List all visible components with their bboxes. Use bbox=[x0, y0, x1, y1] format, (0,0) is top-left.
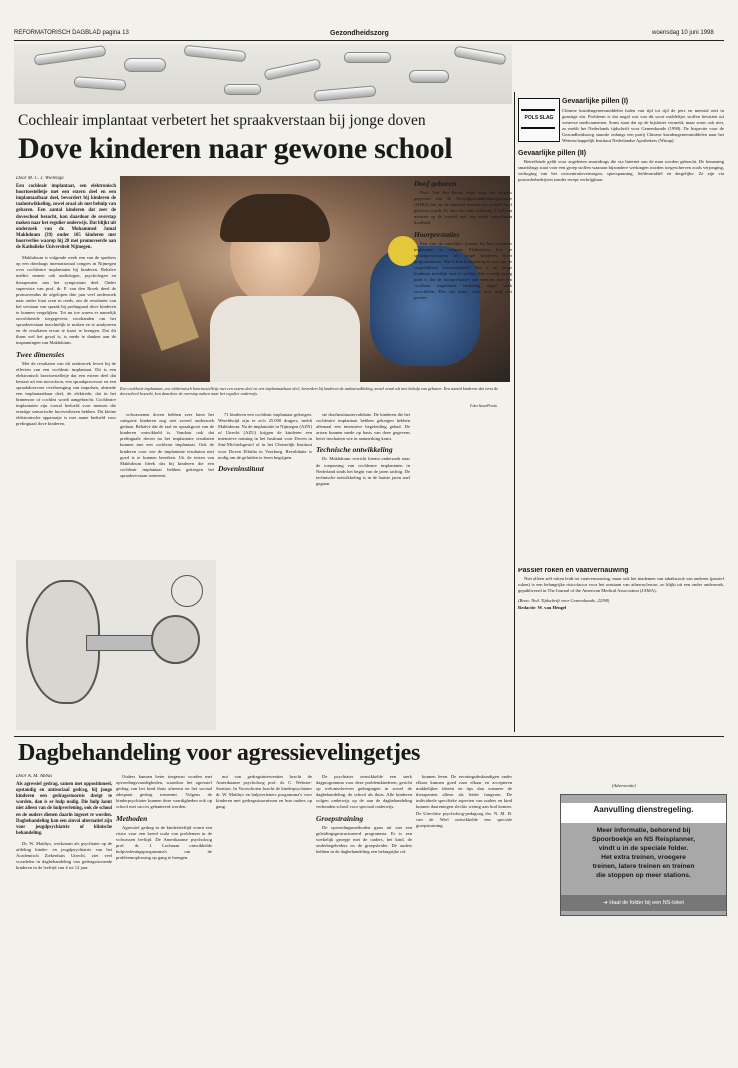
sidebar-text: Niet alleen zelf roken leidt tot vaatvernauwing, maar ook het inademen van tabaksrook van anderen (passief roken) is een belangrijke risicofactor voor het ontstaan van atherosclerose, zo blijkt uit een onder onderzoek, gepubliceerd in The Journal of the American Medical Association (JAMA). bbox=[518, 576, 724, 594]
body-text: Ouders kunnen beter toegerust worden met opvoedingsvaardigheden, waardoor het agressief gedrag van het kind thuis afneemt en het sociaal adequaat gedrag toeneemt. Volgens de kinderpsychiater kunnen deze vaardigheden ook op school met succes gehanteerd worden. bbox=[116, 774, 212, 810]
article-kicker: Cochleair implantaat verbetert het spraakverstaan bij jonge doven bbox=[18, 112, 426, 129]
polsslag-logo: POLS SLAG bbox=[518, 98, 560, 142]
body-text: volwassenen doven hebben zeer laten het categorie kinderen nog niet zoveel onderzoek gedaan. Behalve dat de taal en spraakgroei van de kinderen ontwikkeld is. Vandaar ook dat prelinguale doven na het implantatie tesultaten kunnen met een cochleair implantaat. Ook de kinderen voor wie de implantatie tesultaten niet goed is te kunnen bereiken. Uit de testen van Makhdoum bleek dat bij kinderen die een cochleair implantaat hebben gekregen het spraakverstaan toeneemt. bbox=[120, 412, 214, 478]
page-header-left: REFORMATORISCH DAGBLAD pagina 13 bbox=[14, 30, 129, 36]
body-text: nut van gedragsinterventies bracht de Amerikaanse psycholoog prof. dr. C. Webster-Stratton. In Voorschoten bracht de kinderpsychiater dr. W. Matthys en hulpverleners programma's voor kinderen met gedragsstoornissen en hun ouders op gang. bbox=[216, 774, 312, 810]
ad-label: (Advertentie) bbox=[612, 783, 636, 788]
arrow-icon: ➜ bbox=[603, 900, 610, 906]
body-text: Makhdoum is volgende week een van de sprekers op een driedaags internationaal congres in Nijmegen over cochleaire implantaten bij kinderen. Behalve médici nemen ook audiologen, psychologen en therapeuten aan het symposium deel. Onder supervisie van prof. dr. P. van den Broek deed de promovendus de afgelopen drie jaar veel onderzoek naar onder fraai oren in reeds, om de resultaten van het verstaan van spraak bij prelinguaal dove kinderen te kunnen vergelijken. Tot nu toe waren er namelijk onvoldoende toegegevens voorhanden om het spraakverstaan inzichtelijk te maken en te analyseren en de resultaten ervan te kaart te brengen. Dat dit thans wel het geval is, is mede te danken aan de inspanningen van Makhdoum. bbox=[16, 255, 116, 346]
subheading: Hoorprestaties bbox=[414, 229, 460, 239]
subheading: Doveninstituut bbox=[218, 463, 264, 473]
ear-diagram bbox=[16, 560, 216, 730]
subheading: Groepstraining bbox=[316, 813, 364, 823]
body-text: 71 kinderen een cochleair implantaat gekregen. Wereldwijd zijn er zo'n 25.000 dragers, meldt Makhdoum. Na de implantatie in Nijmegen (AZN) of Utrecht (AZU) krijgen de kinderen een intensieve training in het Instituut voor Doven in Sint-Michielsgestel of in het Christelijk Instituut voor Doven Effatha in Voorburg. Revalidatie is nodig om de geluiden te leren begrijpen. bbox=[218, 412, 312, 460]
article-headline: Dove kinderen naar gewone school bbox=[18, 132, 453, 165]
article-lead: Een cochleair implantaat, een elektronisch hoortoestelletje met een extern deel en een implantaatbaar deel, bevordert bij kinderen de taalontwikkeling, zowel oraal als met behulp van gebaren. Een aantal kinderen dat zeer de doveschool bezocht, kon daardoor de overstap maken naar het regulier onderwijs. Dat blijkt uit onderzoek van dr. Mohammed Jamal Makhdoum (39) onder 105 kinderen met hoorverlies waarop hij 28 mei promoveerde aan de Katholieke Universiteit Nijmegen. bbox=[16, 184, 116, 251]
body-text: De opvoedingsmethoden gaan uit van een geleidingsgestructureerd programma. Er is een werkelijk groepje met de ouders, het kind, de onderbegeleiders en de groepsleider. De ouders hebben in de dagbehandeling een belangrijke rol. bbox=[316, 824, 412, 854]
sidebar-title: Passief roken en vaatvernauwing bbox=[518, 568, 629, 574]
body-text: De psychiater ontwikkelde een sterk dagprogramma voor deze problemkinderen, gericht op welomschreven gedragingen in zowel de dagbehandeling, de school als thuis. Alle kinderen volgen onderwijs op de aan de dagbehandeling verbonden school voor speciaal onderwijs. bbox=[316, 774, 412, 810]
body-text: Dr. W. Matthys, werkzaam als psychiater op de afdeling kinder- en jeugdpsychiatrie van het Academisch Ziekenhuis Utrecht, ziet veel voordelen in dagbehandeling van gedragsstoornde kinderen in de leeftijd van 4 tot 12 jaar. bbox=[16, 840, 112, 871]
sidebar-title: Gevaarlijke pillen (I) bbox=[562, 98, 629, 105]
ad-body: Meer informatie, behorend bij Spoorboekje en NS Reisplanner, vindt u in de speciale folder. Het extra treinen, vroegere treinen, latere treinen en treinen die stoppen op meer stations. bbox=[592, 827, 695, 879]
sidebar-text: Betreffende geldt voor zogeheten smartdrugs die via Internet aan de man worden gebracht. De benaming smartdrugs staat voor een groep stoffen waaraan bijzondere werkingen worden toegeschreven zoals verjonging, verhoging van het concentratievermogen, spierspanning, liefdesmiddel en dergelijke. Ze zijn via postorderbedrijven zonder recept verkrijgbaar. bbox=[518, 158, 724, 182]
subheading: Technische ontwikkeling bbox=[316, 445, 393, 455]
pills-illustration bbox=[14, 44, 512, 104]
photo-credit: Foto NoorPhoto bbox=[470, 404, 497, 408]
body-text: Een van de moeilijke punten bij het cochleair implantaat is volgens Makhdoum hoe je spraakprocessoren bij jonge kinderen moet programmeren. Wat is hun hoorgedrag en wat zijn de vergelijkbare hoorresultaten? Dat is bij jonge kinderen moeilijk vast te stellen. Een tweede lastig punt is dat de hoorprestaties van mensen met een cochleair implantaat onderling nogal sterk verschillen. Hoe dat komt, weet men nog niet precies. bbox=[414, 240, 512, 301]
body-text: ste doofinstituutrevalidatie. De kinderen die het cochleaire implantaat hebben gekregen hebben allemaal een intensieve begeleiding gehad. De artsen kunnen mede op basis van deze gegevens beter inschatten wie in aanmerking komt. bbox=[316, 412, 410, 442]
photo-caption: Een cochleair implantaat, een elektronisch hoortoestelletje met een extern deel en een implantaatbaar deel, bevordert bij kinderen de taalontwikkeling, zowel oraal als met behulp van gebaren. Een aantal kinderen dat eerst de doveschool bezocht, kon daardoor de overstap maken naar het regulier onderwijs. bbox=[120, 386, 498, 397]
article2-headline: Dagbehandeling voor agressievelingetjes bbox=[18, 740, 421, 766]
subheading: Twee dimensies bbox=[16, 349, 65, 359]
body-text: kunnen leren. De ervaringsdeskundigen onder elkaar kunnen goed naar elkaar en accepteren makkelijker ideeën en tips dan wanneer de therapeuten alleen als leider fungeren. De individuele specifieke aspecten van ouders en kind kunnen daarentegen slechts weinig aan bod komen. De Utrechtse psycholoog-pedagoog drs. N. M. H. van de Wiel ontwikkelde een speciale groepstraining. bbox=[416, 774, 512, 828]
byline: Door A. M. Abbas bbox=[16, 774, 53, 779]
sidebar-title: Gevaarlijke pillen (II) bbox=[518, 149, 587, 157]
sidebar-text: Chinese kruidengeneesmiddelen halen van tijd tot tijd de pers en meestal niet in gunstige zin. Probleem is dat nogal wat van dit soort middeltjes stoffen bevatten uit westerse medicamenten. Soms staat dat op de bijsluiter vermeld, maar soms ook niet, zo meldt het Nederlands tijdschrift voor Geneeskunde (1998). De Inspectie voor de Gezondheidszorg stuurde onlangs een partij Chinese kruidengeneesmiddelen naar het Wetenschappelijk Instituut Nederlandse Apothekers (Winap). bbox=[562, 108, 724, 144]
ns-advertisement[interactable] bbox=[560, 794, 727, 916]
ad-title: Aanvulling dienstregeling. bbox=[593, 805, 694, 814]
subheading: Methoden bbox=[116, 813, 148, 823]
article-lead: Als agressief gedrag, samen met oppositioneel, opstandig en antisociaal gedrag, bij jonge kinderen een gedragsstoornis dreigt te worden, dan is er hulp nodig. Die hulp komt niet alleen van de hulpverlening, ook de school en de ouders dienen daarin ingezet te worden. Dagbehandeling kan een zinvol alternatief zijn voor jeugdpsychiatrie of klinische behandeling. bbox=[16, 782, 112, 836]
body-text: Agressief gedrag in de kinderleeftijd vormt een risico voor een breed scala van problemen in de volwassen leeftijd. De Amerikaanse psycholoog prof. dr. J. Lochman ontwikkelde hulpverleningsprogramma's om de probleemoplossing op gang te brengen. bbox=[116, 824, 212, 861]
page-header-date: woensdag 10 juni 1998 bbox=[652, 30, 714, 36]
sidebar-source: (Bron: Ned. Tijdschrift voor Geneeskunde, 22/98) bbox=[518, 598, 610, 604]
ad-footer: ➜ Haal de folder bij een NS-loket bbox=[561, 895, 726, 911]
sidebar-editor: Redactie: W. van Hengel bbox=[518, 605, 567, 611]
subheading: Doof geboren bbox=[414, 179, 457, 188]
body-text: Met de resultaten van dit onderzoek levert hij de effecten van een cochleair implantaat. Dit is een elektronisch hoortoestelletje dat een extern deel dat bestaat uit een microfoon, een spraakprocessor en een spraakdoorvoer overbrenging van impulsen, alsmede een implantaatbaar deel, de elektrode, dat in het binnenoor of cochlea wordt aangebracht. Cochleaire implantaten zijn vooral bedoeld voor mensen die ernstige sensorische hoorverliezen hebben. Dit kleine elektronische apparaatje is met name bedoeld voor prelinguaal dove kinderen. bbox=[16, 360, 116, 427]
body-text: Prof. Van den Broek wijst erop dat volgens gegevens van de Wereldgezondheidsorganisatie (WHO) een op de duizend mensen ter wereld doof geboren wordt. Er zijn dus naar schatting 5 miljoen mensen op de wereld met een totale aangeboren doofheid. bbox=[414, 190, 512, 226]
byline: Door M. C. J. Wielenga bbox=[16, 176, 64, 181]
body-text: Dr. Makhdoum verricht hierna onderzoek naar de toepassing van cochleaire implantaten in Nederland sinds het begin van de jaren tachtig. De technische ontwikkeling is in de laatste jaren snel gegaan. bbox=[316, 456, 410, 486]
section-title: Gezondheidszorg bbox=[330, 30, 389, 37]
